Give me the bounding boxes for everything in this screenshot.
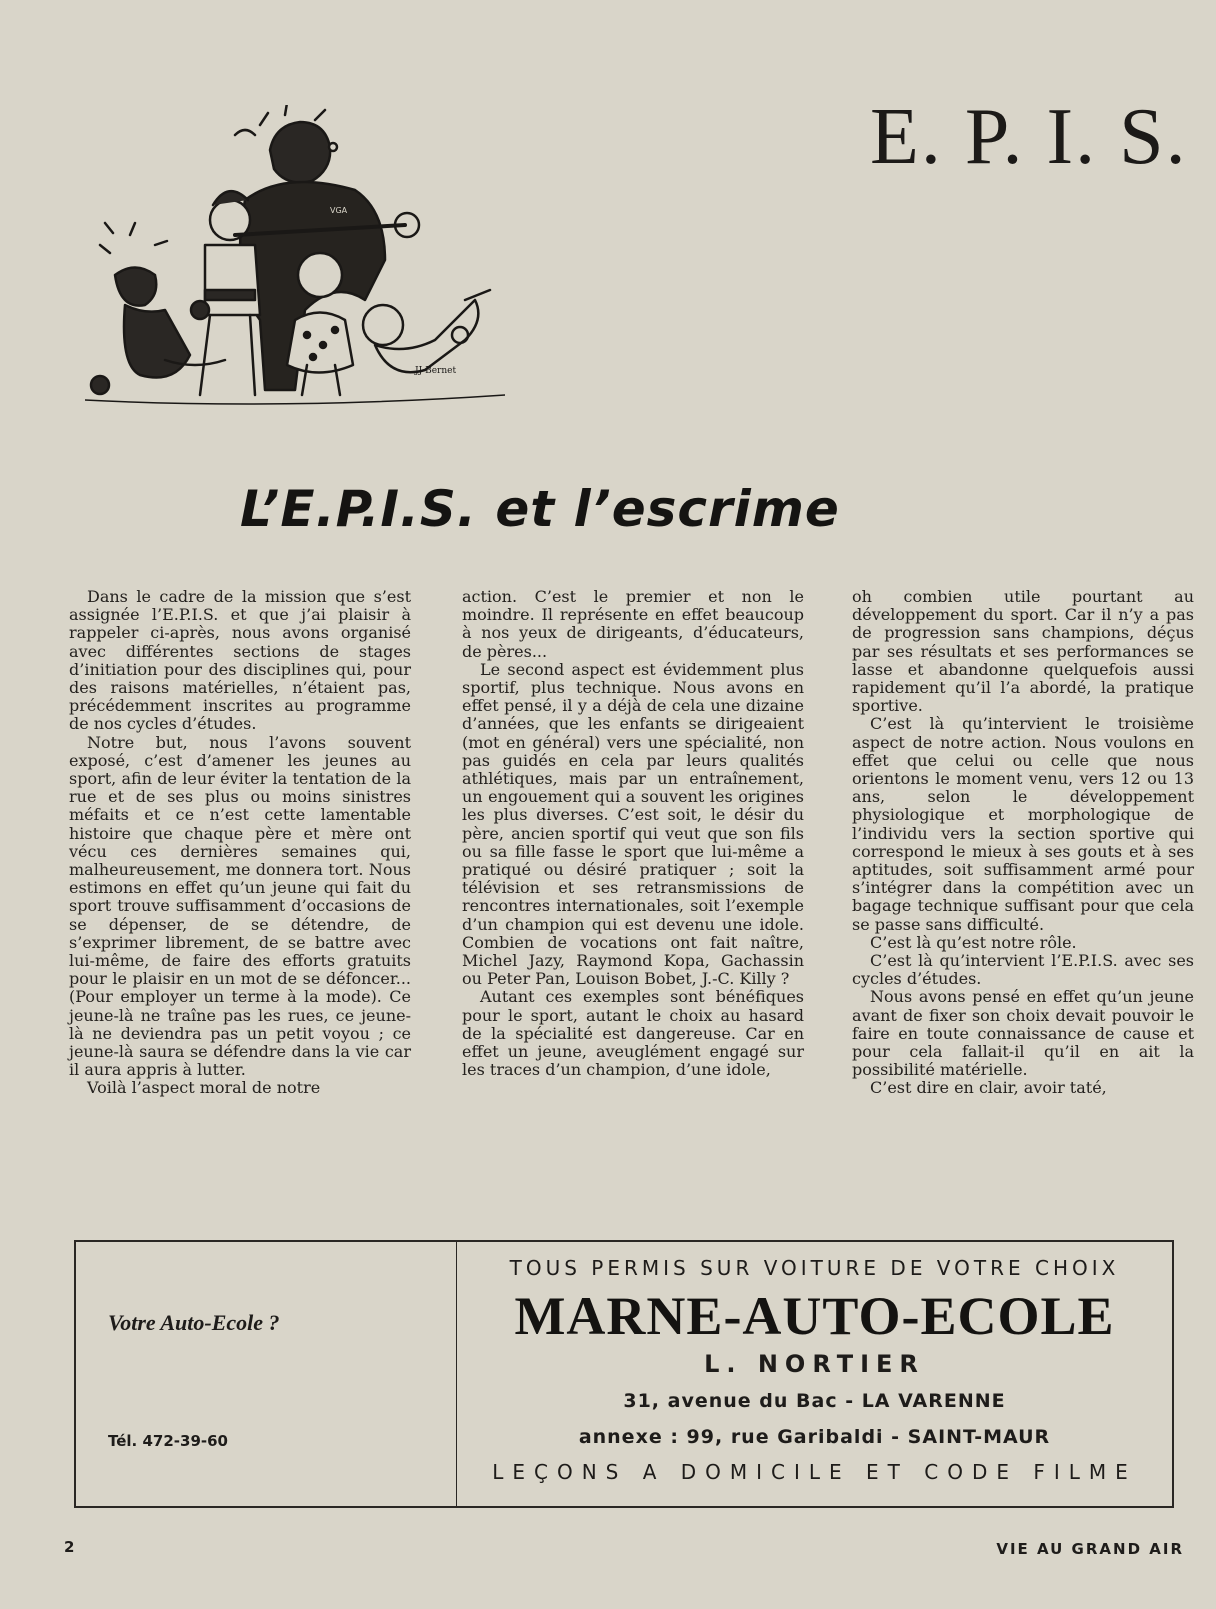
paragraph: C’est là qu’intervient l’E.P.I.S. avec ses cycles d’études. [852,951,1194,989]
paragraph: oh combien utile pourtant au développement du sport. Car il n’y a pas de progression sans champions, déçus par ses résultats et ses performances se lasse et abandonne quelquefois aussi rapidement qu’il l’a abordé, la pratique sportive. [852,587,1194,716]
ad-annexe: annexe : 99, rue Garibaldi - SAINT-MAUR [578,1426,1051,1448]
paragraph: C’est là qu’est notre rôle. [870,932,1077,952]
page-number: 2 [64,1538,75,1556]
paragraph: Notre but, nous l’avons souvent exposé, c’est d’amener les jeunes au sport, afin de leur éviter la tentation de la rue et de ses plus ou moins sinistres méfaits et ce n’est cette lamentable histoire que chaque père et mère ont vécu ces dernières semaines qui, malheureusement, me donnera tort. Nous estimons en effet qu’un jeune qui fait du sport trouve suffisamment d’occasions de se dépenser, de se détendre, de s’exprimer librement, de se battre avec lui-même, de faire des efforts gratuits pour le plaisir en un mot de se défoncer... (Pour employer un terme à la mode). Ce jeune-là ne traîne pas les rues, ce jeune-là ne deviendra pas un petit voyou ; ce jeune-là saura se défendre dans la vie car il aura appris à lutter. [69,732,411,1080]
ad-phone: Tél. 472-39-60 [108,1432,228,1450]
article-column-3 [852,588,1194,1098]
page-title: E. P. I. S. [870,93,1188,181]
article-headline: L’E.P.I.S. et l’escrime [240,480,840,538]
magazine-name: VIE AU GRAND AIR [996,1540,1184,1558]
paragraph: C’est là qu’intervient le troisième aspect de notre action. Nous voulons en effet que celui ou celle que nous orientons le moment venu, vers 12 ou 13 ans, selon le développement physiologique et morphologique de l’individu vers la section sportive qui correspond le mieux à ses gouts et à ses aptitudes, soit suffisamment armé pour s’intégrer dans la compétition avec un bagage technique suffisant pour que cela se passe sans difficulté. [852,714,1194,934]
ad-question: Votre Auto-Ecole ? [108,1310,280,1335]
paragraph: Voilà l’aspect moral de notre [87,1078,321,1098]
advertisement-box [74,1240,1174,1508]
ad-address: 31, avenue du Bac - LA VARENNE [623,1390,1006,1412]
ad-lessons: LEÇONS A DOMICILE ET CODE FILME [492,1460,1137,1484]
paragraph: C’est dire en clair, avoir taté, [870,1078,1107,1098]
paragraph: Le second aspect est évidemment plus sportif, plus technique. Nous avons en effet pensé, il y a déjà de cela une dizaine d’années, que les enfants se dirigeaient (mot en général) vers une spécialité, non pas guidés en cela par leurs qualités athlétiques, mais par un entraînement, un engouement qui a souvent les origines les plus diverses. C’est soit, le désir du père, ancien sportif qui veut que son fils ou sa fille fasse le sport que lui-même a pratiqué ou désiré pratiquer ; soit la télévision et ses retransmissions de rencontres internationales, soit l’exemple d’un champion qui est devenu une idole. Combien de vocations ont fait naître, Michel Jazy, Raymond Kopa, Gachassin ou Peter Pan, Louison Bobet, J.-C. Killy ? [462,659,804,989]
paragraph: Autant ces exemples sont bénéfiques pour le sport, autant le choix au hasard de la spécialité est dangereuse. Car en effet un jeune, aveuglément engagé sur les traces d’un champion, d’une idole, [462,987,804,1080]
ad-brand: MARNE-AUTO-ECOLE [514,1286,1115,1346]
paragraph: action. C’est le premier et non le moindre. Il représente en effet beaucoup à nos yeux de dirigeants, d’éducateurs, de pères... [462,587,804,661]
jersey-badge: VGA [330,206,348,215]
ad-owner: L. NORTIER [704,1350,925,1378]
ad-main [457,1242,1172,1506]
ad-tagline: TOUS PERMIS SUR VOITURE DE VOTRE CHOIX [509,1256,1120,1280]
article-column-1 [69,588,411,1098]
paragraph: Dans le cadre de la mission que s’est assignée l’E.P.I.S. et que j’ai plaisir à rappeler ci-après, nous avons organisé avec différentes sections de stages d’initiation pour des disciplines qui, pour des raisons matérielles, n’étaient pas, précédemment inscrites au programme de nos cycles d’études. [69,587,411,734]
illustrator-signature: JJ Bernet [415,366,457,376]
sports-cartoon-illustration [85,105,505,415]
article-column-2 [462,588,804,1079]
paragraph: Nous avons pensé en effet qu’un jeune avant de fixer son choix devait pouvoir le faire en toute connaissance de cause et pour cela fallait-il qu’il en ait la possibilité matérielle. [852,987,1194,1080]
